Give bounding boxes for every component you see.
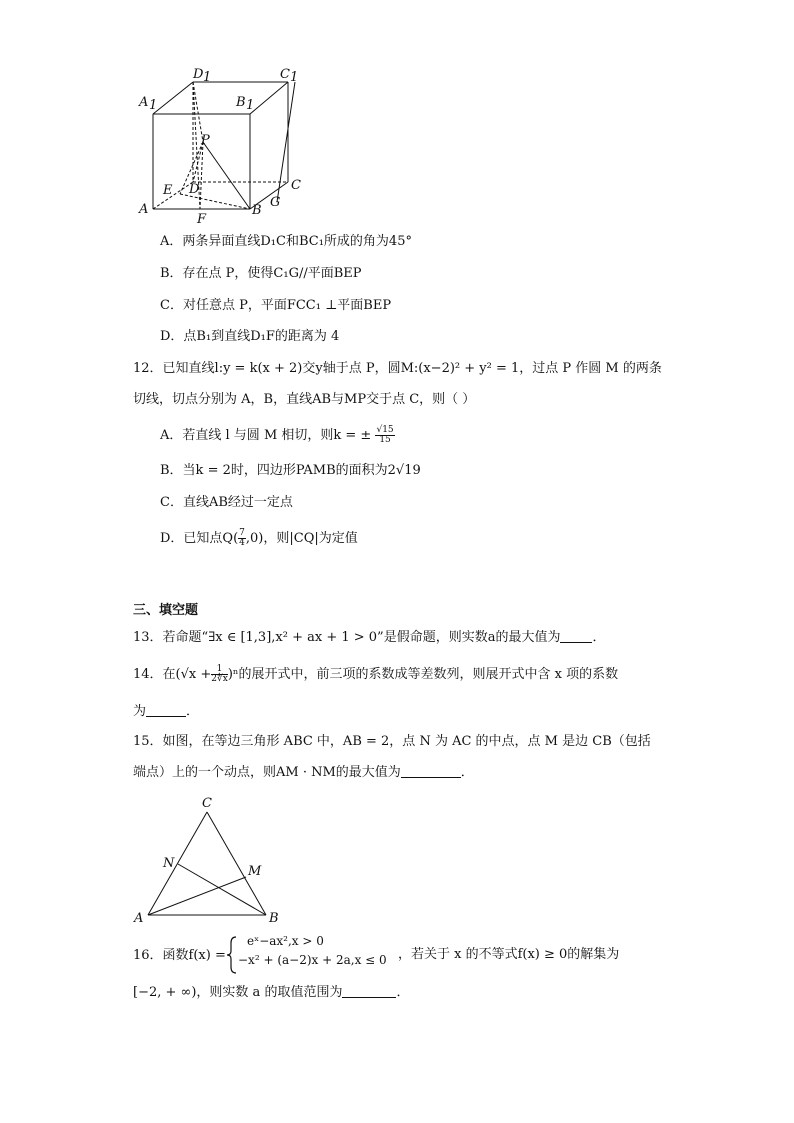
section-title: 三、填空题 xyxy=(133,603,199,618)
triangle-label-B: B xyxy=(269,911,279,926)
q11-option-c: C．对任意点 P，平面FCC₁ ⊥平面BEP xyxy=(160,298,392,313)
label-C: C xyxy=(291,178,301,193)
label-B: B xyxy=(252,203,262,218)
label-D1: D xyxy=(193,67,204,82)
q12-option-d-denominator: 4 xyxy=(239,538,245,548)
q15-answer-blank xyxy=(401,765,461,778)
q12-option-d-numerator: 7 xyxy=(239,528,245,538)
q16-line2: [−2, + ∞)，则实数 a 的取值范围为 ． xyxy=(133,985,410,1000)
q16-case2: −x² + (a−2)x + 2a,x ≤ 0 xyxy=(238,953,387,967)
q12-stem-line1: 12．已知直线l:y = k(x + 2)交y轴于点 P，圆M:(x−2)² + y² = 1，过点 P 作圆 M 的两条 xyxy=(133,361,662,376)
label-D1-sub: 1 xyxy=(203,70,212,85)
q14-line2: 为 ． xyxy=(133,704,200,719)
triangle-label-N: N xyxy=(163,856,175,871)
q16-brace xyxy=(226,935,238,975)
q14-pre: 14．在(√x + xyxy=(133,667,212,682)
label-C1: C xyxy=(280,67,290,82)
label-A: A xyxy=(139,202,149,217)
q16-post: ，若关于 x 的不等式f(x) ≥ 0的解集为 xyxy=(398,947,620,962)
q14-fraction xyxy=(211,665,228,684)
triangle-figure xyxy=(130,792,290,932)
label-B1-sub: 1 xyxy=(246,98,255,113)
q14-post: )ⁿ的展开式中，前三项的系数成等差数列，则展开式中含 x 项的系数 xyxy=(227,667,619,682)
q16-answer-blank xyxy=(342,985,396,998)
q14-line1 xyxy=(133,665,618,684)
triangle-label-A: A xyxy=(134,911,144,926)
q13-answer-blank xyxy=(560,630,592,643)
label-D: D xyxy=(189,182,200,197)
q12-option-d-pre: D．已知点Q( xyxy=(160,531,239,546)
q16-case1: eˣ−ax²,x > 0 xyxy=(247,934,324,948)
label-A1: A xyxy=(139,95,149,110)
q13-line: 13．若命题“∃x ∈ [1,3],x² + ax + 1 > 0”是假命题，则实数a的最大值为 ． xyxy=(133,630,606,645)
q14-numerator: 1 xyxy=(211,665,228,675)
label-P: P xyxy=(201,133,210,148)
q12-option-d-post: ,0)，则|CQ|为定值 xyxy=(245,531,358,546)
q14-answer-blank xyxy=(146,704,186,717)
q12-option-a xyxy=(160,426,395,445)
label-G: G xyxy=(270,195,281,210)
q13-text: 13．若命题“∃x ∈ [1,3],x² + ax + 1 > 0”是假命题，则实数a的最大值为 xyxy=(133,630,561,645)
label-E: E xyxy=(163,183,173,198)
q14-line2-text: 为 xyxy=(133,704,147,719)
label-A1-sub: 1 xyxy=(149,98,158,113)
q14-denominator: 2∜x xyxy=(211,674,228,684)
q12-option-a-denominator: 15 xyxy=(379,435,391,445)
q12-option-a-fraction xyxy=(375,426,394,445)
q11-option-d: D．点B₁到直线D₁F的距离为 4 xyxy=(160,329,340,344)
q12-option-b: B．当k = 2时，四边形PAMB的面积为2√19 xyxy=(160,463,421,478)
label-F: F xyxy=(197,212,207,227)
q11-option-a: A．两条异面直线D₁C和BC₁所成的角为45° xyxy=(160,234,412,249)
q12-option-c: C．直线AB经过一定点 xyxy=(160,495,293,510)
triangle-label-M: M xyxy=(248,864,262,879)
q12-option-d-fraction xyxy=(238,529,246,548)
q12-option-d xyxy=(160,529,358,548)
q12-option-a-numerator: √15 xyxy=(376,425,394,435)
q15-line1: 15．如图，在等边三角形 ABC 中，AB = 2，点 N 为 AC 的中点，点 M 是边 CB（包括 xyxy=(133,734,651,749)
cube-figure xyxy=(135,62,315,227)
q12-stem-line2: 切线，切点分别为 A，B，直线AB与MP交于点 C，则（ ） xyxy=(133,392,476,407)
q16-pre: 16．函数f(x) = xyxy=(133,948,226,963)
triangle-label-C: C xyxy=(202,796,212,811)
q11-option-b: B．存在点 P，使得C₁G//平面BEP xyxy=(160,266,362,281)
q15-line2-text: 端点）上的一个动点，则AM · NM的最大值为 xyxy=(133,765,401,780)
label-C1-sub: 1 xyxy=(290,70,299,85)
q12-option-a-text: A．若直线 l 与圆 M 相切，则k = ± xyxy=(160,428,372,443)
q16-line2-text: [−2, + ∞)，则实数 a 的取值范围为 xyxy=(133,985,343,1000)
label-B1: B xyxy=(236,95,246,110)
q15-line2: 端点）上的一个动点，则AM · NM的最大值为 ． xyxy=(133,765,474,780)
